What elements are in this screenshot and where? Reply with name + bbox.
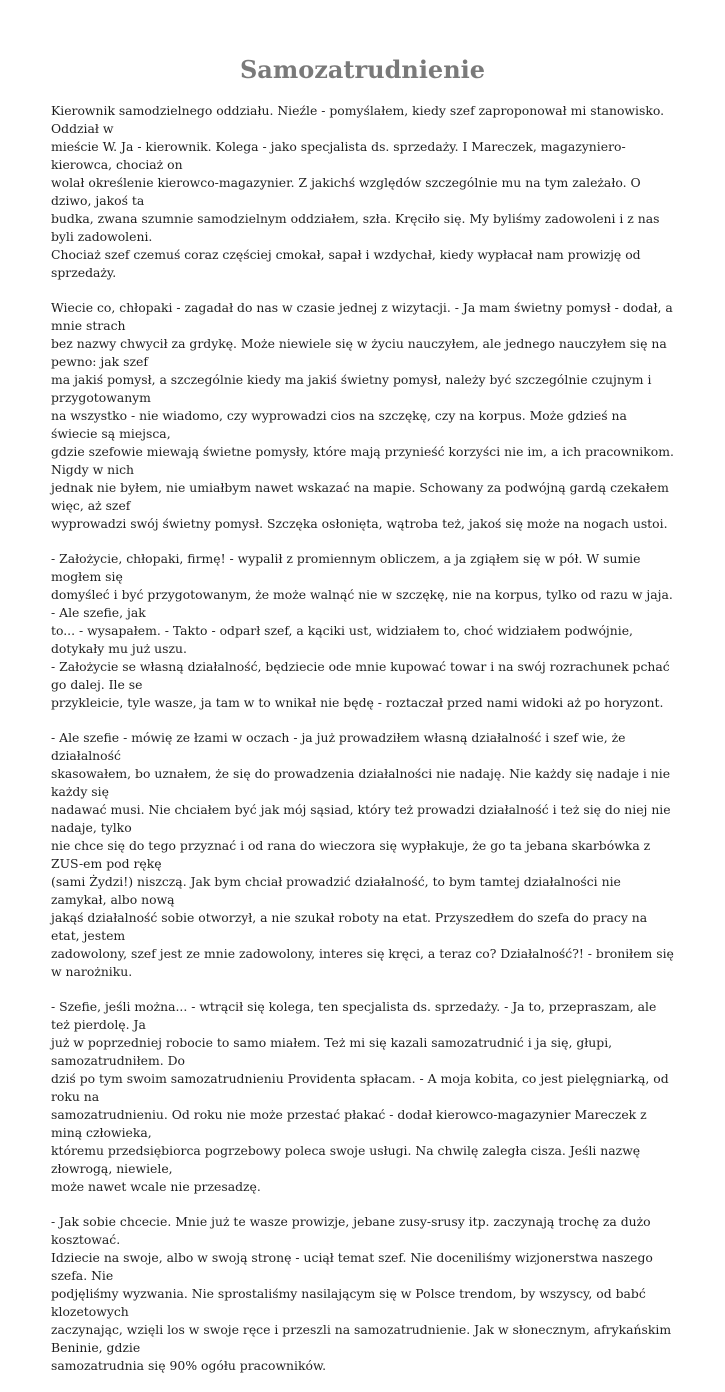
paragraph-6: - Jak sobie chcecie. Mnie już te wasze prowizje, jebane zusy-srusy itp. zaczynają trochę za dużo kosztować. Idziecie na swoje, albo w swoją stronę - uciął temat szef. Nie doceniliśmy wizjonerstwa naszego szefa. Nie podjęliśmy wyzwania. Nie sprostaliśmy nasilającym się w Polsce trendom, by wszyscy, od babć klozetowych zaczynając, wzięli los w swoje ręce i przeszli na samozatrudnienie. Jak w słonecznym, afrykańskim Beninie, gdzie samozatrudnia się 90% ogółu pracowników. (51, 1214, 672, 1373)
paragraph-4: - Ale szefie - mówię ze łzami w oczach - ja już prowadziłem własną działalność i szef wie, że działalność skasowałem, bo uznałem, że się do prowadzenia działalności nie nadaję. Nie każdy się nadaje i nie każdy się nadawać musi. Nie chciałem być jak mój sąsiad, który też prowadzi działalność i też się do niej nie nadaje, tylko nie chce się do tego przyznać i od rana do wieczora się wypłakuje, że go ta jebana skarbówka z ZUS-em pod rękę (sami Żydzi!) niszczą. Jak bym chciał prowadzić działalność, to bym tamtej działalności nie zamykał, albo nową jakąś działalność sobie otworzył, a nie szukał roboty na etat. Przyszedłem do szefa do pracy na etat, jestem zadowolony, szef jest ze mnie zadowolony, interes się kręci, a teraz co? Działalność?! - broniłem się w narożniku. (51, 730, 674, 979)
document-body (51, 102, 675, 1392)
paragraph-5: - Szefie, jeśli można... - wtrącił się kolega, ten specjalista ds. sprzedaży. - Ja to, przepraszam, ale też pierdolę. Ja już w poprzedniej robocie to samo miałem. Też mi się kazali samozatrudnić i ja się, głupi, samozatrudniłem. Do dziś po tym swoim samozatrudnieniu Providenta spłacam. - A moja kobita, co jest pielęgniarką, od roku na samozatrudnieniu. Od roku nie może przestać płakać - dodał kierowco-magazynier Mareczek z miną człowieka, któremu przedsiębiorca pogrzebowy poleca swoje usługi. Na chwilę zaległa cisza. Jeśli nazwę złowrogą, niewiele, może nawet wcale nie przesadzę. (51, 999, 669, 1194)
paragraph-2: Wiecie co, chłopaki - zagadał do nas w czasie jednej z wizytacji. - Ja mam świetny pomysł - dodał, a mnie strach bez nazwy chwycił za grdykę. Może niewiele się w życiu nauczyłem, ale jednego nauczyłem się na pewno: jak szef ma jakiś pomysł, a szczególnie kiedy ma jakiś świetny pomysł, należy być szczególnie czujnym i przygotowanym na wszystko - nie wiadomo, czy wyprowadzi cios na szczękę, czy na korpus. Może gdzieś na świecie są miejsca, gdzie szefowie miewają świetne pomysły, które mają przynieść korzyści nie im, a ich pracownikom. Nigdy w nich jednak nie byłem, nie umiałbym nawet wskazać na mapie. Schowany za podwójną gardą czekałem więc, aż szef wyprowadzi swój świetny pomysł. Szczęka osłonięta, wątroba też, jakoś się może na nogach ustoi. (51, 300, 674, 531)
paragraph-1: Kierownik samodzielnego oddziału. Nieźle - pomyślałem, kiedy szef zaproponował mi stanowisko. Oddział w mieście W. Ja - kierownik. Kolega - jako specjalista ds. sprzedaży. I Mareczek, magazyniero-kierowca, chociaż on wolał określenie kierowco-magazynier. Z jakichś względów szczególnie mu na tym zależało. O dziwo, jakoś ta budka, zwana szumnie samodzielnym oddziałem, szła. Kręciło się. My byliśmy zadowoleni i z nas byli zadowoleni. Chociaż szef czemuś coraz częściej cmokał, sapał i wzdychał, kiedy wypłacał nam prowizję od sprzedaży. (51, 103, 665, 280)
document-title: Samozatrudnienie (239, 55, 486, 84)
paragraph-3: - Założycie, chłopaki, firmę! - wypalił z promiennym obliczem, a ja zgiąłem się w pół. W sumie mogłem się domyśleć i być przygotowanym, że może walnąć nie w szczękę, nie na korpus, tylko od razu w jaja. - Ale szefie, jak to... - wysapałem. - Takto - odparł szef, a kąciki ust, widziałem to, choć widziałem podwójnie, dotykały mu już uszu. - Założycie se własną działalność, będziecie ode mnie kupować towar i na swój rozrachunek pchać go dalej. Ile se przykleicie, tyle wasze, ja tam w to wnikał nie będę - roztaczał przed nami widoki aż po horyzont. (51, 551, 673, 710)
